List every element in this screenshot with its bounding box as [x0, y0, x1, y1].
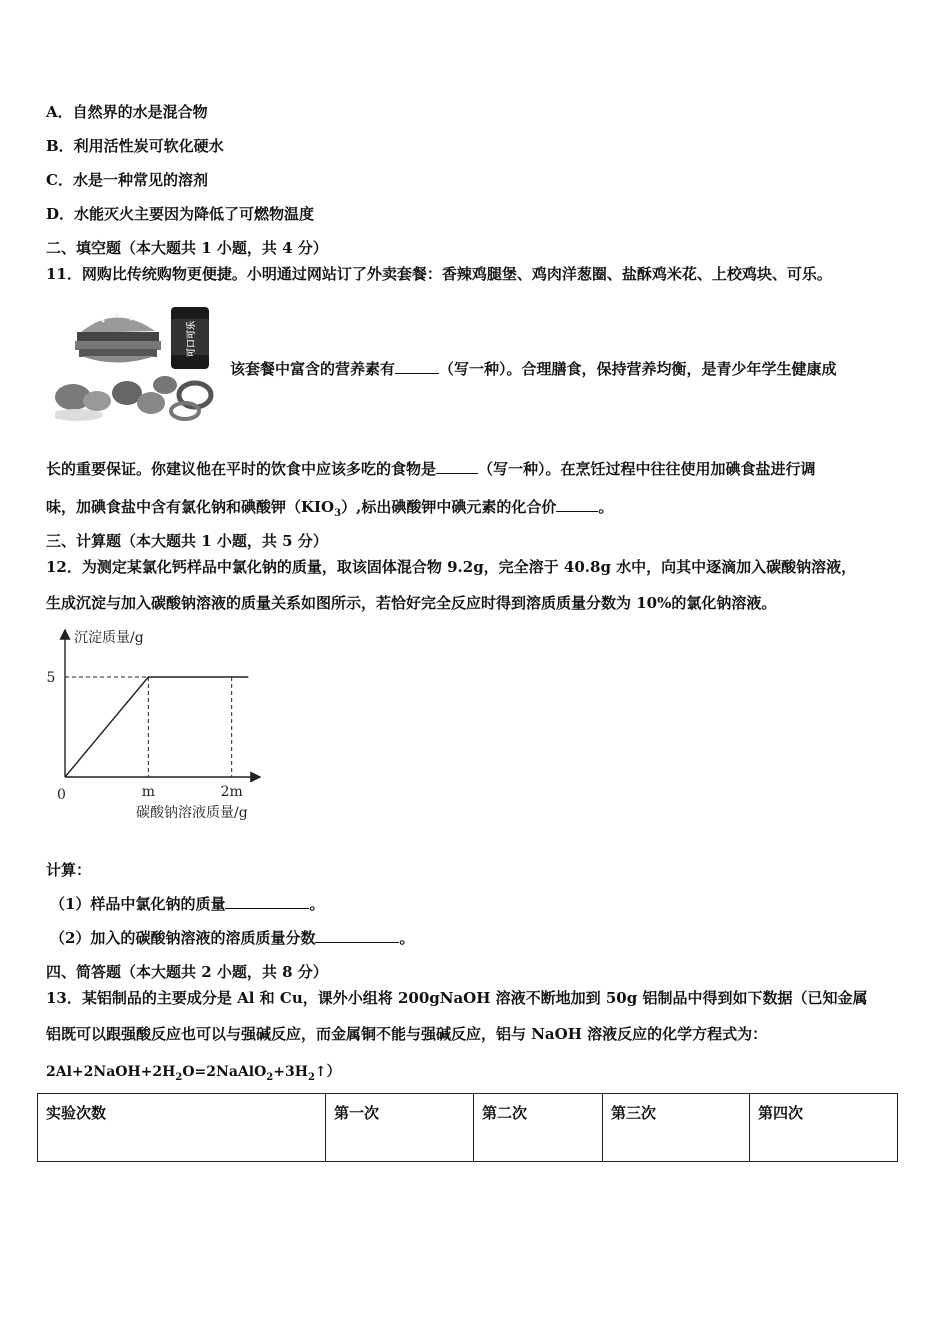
q12-part2-text: （2）加入的碳酸钠溶液的溶质质量分数	[50, 929, 316, 947]
x-tick-label: m	[141, 784, 155, 800]
option-b: B．利用活性炭可软化硬水	[46, 137, 224, 155]
question-12-line-1: 12．为测定某氯化钙样品中氯化钠的质量，取该固体混合物 9.2g，完全溶于 40.8g 水中，向其中逐滴加入碳酸钠溶液，	[46, 558, 857, 576]
x-tick-label: 2m	[220, 784, 243, 800]
q12-part1-text: （1）样品中氯化钠的质量	[50, 895, 226, 913]
q11-line2-post: （写一种）。在烹饪过程中往往使用加碘食盐进行调	[478, 460, 816, 478]
answer-blank-valence[interactable]	[556, 497, 598, 512]
q11-line3-pre: 味，加碘食盐中含有氯化钠和碘酸钾（KIO	[46, 498, 335, 516]
question-11-line-3	[46, 497, 613, 524]
table-header-cell: 实验次数	[38, 1094, 326, 1162]
experiment-data-table	[37, 1093, 898, 1162]
section-2-heading: 二、填空题（本大题共 1 小题，共 4 分）	[46, 239, 328, 257]
q12-part2-end: 。	[399, 929, 415, 947]
x-axis-label: 碳酸钠溶液质量/g	[136, 805, 248, 821]
q11-line2-pre: 长的重要保证。你建议他在平时的饮食中应该多吃的食物是	[46, 460, 437, 478]
question-13-line-2: 铝既可以跟强酸反应也可以与强碱反应，而金属铜不能与强碱反应，铝与 NaOH 溶液反应的化学方程式为：	[46, 1025, 768, 1043]
question-12-part-2	[50, 928, 414, 948]
q11-line3-mid: ）,标出碘酸钾中碘元素的化合价	[341, 498, 557, 516]
eq-sub-b: 2	[175, 1071, 183, 1083]
eq-part-g: ↑）	[314, 1064, 341, 1080]
section-3-heading: 三、计算题（本大题共 1 小题，共 5 分）	[46, 532, 328, 550]
table-header-cell: 第一次	[326, 1094, 474, 1162]
question-13-line-1: 13．某铝制品的主要成分是 Al 和 Cu，课外小组将 200gNaOH 溶液不断地加到 50g 铝制品中得到如下数据（已知金属	[46, 989, 868, 1007]
origin-label: 0	[57, 787, 66, 803]
table-header-cell: 第四次	[750, 1094, 898, 1162]
option-d: D．水能灭火主要因为降低了可燃物温度	[46, 205, 315, 223]
fast-food-meal-image	[55, 305, 218, 421]
option-c: C．水是一种常见的溶剂	[46, 171, 208, 189]
y-axis-label: 沉淀质量/g	[74, 630, 144, 646]
table-header-cell: 第三次	[603, 1094, 750, 1162]
eq-sub-f: 2	[307, 1071, 315, 1083]
q11-line1-pre: 该套餐中富含的营养素有	[230, 360, 396, 378]
cola-can-label: 可口可乐	[187, 320, 197, 358]
eq-part-c: O=2NaAlO	[182, 1064, 267, 1080]
question-11-line-1	[230, 359, 837, 379]
section-4-heading: 四、简答题（本大题共 2 小题，共 8 分）	[46, 963, 328, 981]
q11-line3-end: 。	[598, 498, 614, 516]
eq-part-a: 2Al+2NaOH+2H	[46, 1064, 176, 1080]
question-12-part-1	[50, 894, 324, 914]
precipitate-chart	[40, 620, 290, 835]
eq-sub-d: 2	[266, 1071, 274, 1083]
eq-part-e: +3H	[273, 1064, 308, 1080]
answer-blank-nutrient[interactable]	[395, 359, 439, 374]
precipitate-series-line	[65, 677, 248, 777]
q11-line3-subscript: 3	[334, 508, 342, 519]
calc-label: 计算：	[46, 861, 92, 879]
y-tick-label: 5	[46, 670, 56, 686]
chemical-equation	[46, 1062, 341, 1088]
question-11-line-2	[46, 459, 816, 479]
question-12-line-2: 生成沉淀与加入碳酸钠溶液的质量关系如图所示，若恰好完全反应时得到溶质质量分数为 10%的氯化钠溶液。	[46, 594, 777, 612]
option-a: A．自然界的水是混合物	[46, 103, 208, 121]
q11-line1-post: （写一种）。合理膳食，保持营养均衡，是青少年学生健康成	[439, 360, 837, 378]
question-11-intro: 11．网购比传统购物更便捷。小明通过网站订了外卖套餐：香辣鸡腿堡、鸡肉洋葱圈、盐酥鸡米花、上校鸡块、可乐。	[46, 265, 832, 283]
table-header-cell: 第二次	[474, 1094, 603, 1162]
answer-blank-mass-fraction[interactable]	[315, 928, 399, 943]
q12-part1-end: 。	[309, 895, 325, 913]
answer-blank-food[interactable]	[436, 459, 478, 474]
table-row	[38, 1094, 898, 1162]
answer-blank-nacl-mass[interactable]	[225, 894, 309, 909]
